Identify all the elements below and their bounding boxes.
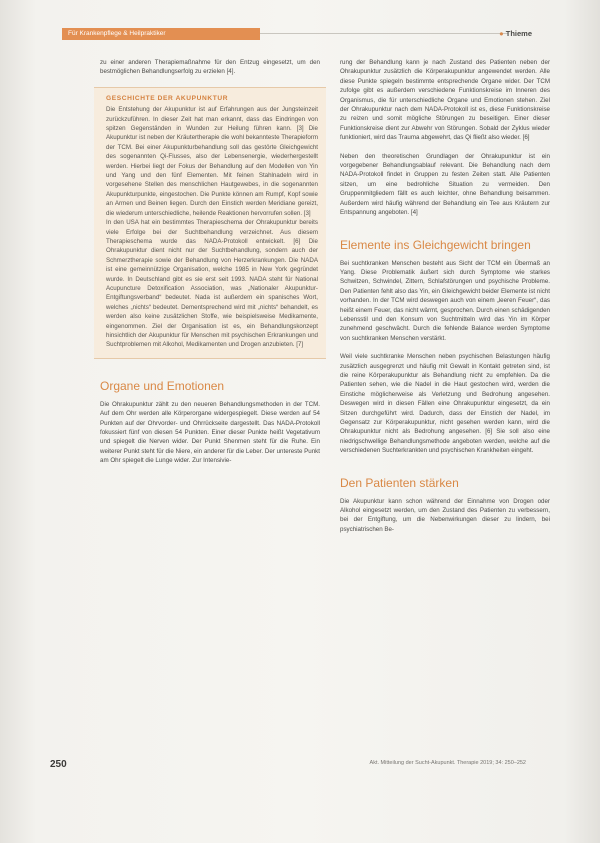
body-paragraph: Neben den theoretischen Grundlagen der Ohrakupunktur ist ein vorgegebener Behandlungsablauf relevant. Die Behandlung nach dem NADA-Protokoll findet in Gruppen zu festen Zeiten statt. Alle Patienten sitzen, um eine bedrohliche Situation zu vermeiden. Den Gruppenmitgliedern fällt es auch leichter, ohne Behandlung beisammen. Außerdem wird häufig während der Behandlung ein Tee aus Kräutern zur Entspannung angeboten. [4]	[340, 152, 550, 217]
header-divider	[260, 33, 508, 34]
infobox-title: GESCHICHTE DER AKUPUNKTUR	[106, 94, 229, 102]
intro-paragraph: zu einer anderen Therapiemaßnahme für den Entzug eingesetzt, um den bestmöglichen Behandlungserfolg zu erzielen [4].	[100, 59, 320, 76]
body-paragraph: Bei suchtkranken Menschen besteht aus Sicht der TCM ein Übermaß an Yang. Diese Problematik äußert sich durch Symptome wie starkes Schwitzen, Schwindel, Zittern, Schlafstörungen und psychische Probleme. Den Patienten fehlt also das Yin, ein Gleichgewicht beider Elemente ist nicht vorhanden. In der TCM wird deswegen auch von einem „leeren Feuer“, das heißt einem Feuer, das nicht wärmt, gesprochen. Durch einen schädigenden Lebensstil und den Konsum von Suchtmitteln wird das Yin im Körper zunehmend geschwächt. Durch die fehlende Balance werden Symptome von suchtkranken Menschen verstärkt.	[340, 259, 550, 342]
body-paragraph: Die Ohrakupunktur zählt zu den neueren Behandlungsmethoden in der TCM. Auf dem Ohr werden alle Körperorgane widergespiegelt. Diese werden auf 54 Punkten auf der Ohrvorder- und Ohrrückseite dargestellt. Das NADA-Protokoll fokussiert fünf von diesen 54 Punkten. Einer dieser Punkte heißt Vegetativum und spiegelt die Nerven wider. Der Punkt Shenmen steht für die Ruhe. Ein weiterer Punkt steht für die Niere, ein anderer für die Leber. Der untereste Punkt am Ohr spiegelt die Lunge wider. Zur Intensivie-	[100, 400, 320, 465]
infobox-paragraph: In den USA hat ein bestimmtes Therapieschema der Ohrakupunktur bereits viele Erfolge bei der Suchtbehandlung verzeichnet. Aus diesem Therapieschema wurde das NADA-Protokoll entwickelt. [6] Die Ohrakupunktur dient nicht nur der Suchtbehandlung, sondern auch der Schmerztherapie sowie der Behandlung von Herzerkrankungen. Die NADA ist eine gemeinnützige Organisation, welche 1985 in New York gegründet wurde. In Deutschland gibt es sie erst seit 1993. NADA steht für National Acupuncture Detoxification Association, was „Nationaler Akupunktur-Entgiftungsverband“ bedeutet. Nada ist außerdem ein spanisches Wort, welches „nichts“ bedeutet. Dementsprechend wird mit „nichts“ behandelt, es werden also keine zusätzlichen Stoffe, wie beispielsweise Medikamente, eingenommen. Ziel der Organisation ist es, ein Behandlungskonzept hinsichtlich der Akupunktur für Menschen mit psychischen Erkrankungen und Suchtproblemen mit Alkohol, Medikamenten und Drogen anzubieten. [7]	[106, 219, 318, 349]
section-heading: Den Patienten stärken	[340, 475, 459, 490]
infobox-paragraph: Die Entstehung der Akupunktur ist auf Erfahrungen aus der Jungsteinzeit zurückzuführen. In dieser Zeit hat man erkannt, dass das Eindringen von spitzen Gegenständen in Wunden zur Heilung führen kann. [3] Die Akupunktur ist neben der Kräutertherapie die wohl bekannteste Therapieform der TCM. Bei einer Akupunkturbehandlung soll das gestörte Gleichgewicht des sogenannten Qi-Flusses, also der Lebensenergie, wiederhergestellt werden. Hierbei liegt der Fokus der Behandlung auf den Modellen von Yin und Yang und den fünf Elementen. Mit feinen Stahlnadeln wird in vorgesehene Stellen des menschlichen Hautgewebes, in die sogenannten Akupunkturpunkte, eingestochen. Die Punkte können am Rumpf, Kopf sowie an Armen und Beinen liegen. Durch den Einstich werden Meridiane gereizt, die wiederum unterschiedliche, heilende Reaktionen hervorrufen sollen. [3]	[106, 106, 318, 217]
section-heading: Elemente ins Gleichgewicht bringen	[340, 237, 531, 252]
section-heading: Organe und Emotionen	[100, 378, 225, 393]
footer-citation: Akt. Mitteilung der Sucht-Akupunkt. Therapie 2019; 34: 250–252	[369, 760, 526, 766]
body-paragraph: rung der Behandlung kann je nach Zustand des Patienten neben der Ohrakupunktur zusätzlich die Körperakupunktur angewendet werden. Alle diese Punkte spiegeln bestimmte entsprechende Organe wider. Der TCM zufolge gibt es außerdem verschiedene Funktionskreise im Inneren des Organismus, die für unterschiedliche Organe und Emotionen stehen. Ziel der Ohrakupunktur nach dem NADA-Protokoll ist es, diese Funktionskreise zu reizen und somit mögliche Störungen zu beseitigen. Einer dieser Funktionskreise dient zur Abwehr von Störungen. Sobald der Zyklus wieder funktioniert, wird das Trauma abgewehrt, das Qi fließt also wieder. [6]	[340, 59, 550, 142]
right-column	[340, 58, 550, 534]
bullet-icon: ●	[499, 29, 504, 38]
section-label	[499, 29, 532, 38]
history-infobox	[94, 87, 326, 359]
category-header-bar: Für Krankenpflege & Heilpraktiker	[62, 28, 260, 40]
body-paragraph: Die Akupunktur kann schon während der Einnahme von Drogen oder Alkohol eingesetzt werden, um den Zustand des Patienten zu verbessern, bei der Entgiftung, um die Nebenwirkungen dieser zu lindern, bei psychiatrischen Be-	[340, 497, 550, 533]
body-paragraph: Weil viele suchtkranke Menschen neben psychischen Belastungen häufig zusätzlich ausgegrenzt und häufig mit Gewalt in Kontakt getreten sind, ist die reine Körperakupunktur als Behandlung nicht zu empfehlen. Da die Patienten sehen, wie die Nadel in die Haut gestochen wird, werden die Einstiche möglicherweise als Verletzung und Bedrohung angesehen. Deswegen wird in diesen Fällen eine Ohrakupunktur eingesetzt, da ein Sitzen durchgeführt wird. Dadurch, dass der Einstich der Nadel, im Gegensatz zur Körperakupunktur, nicht gesehen werden kann, wird die Ohrakupunktur nicht als Bedrohung angesehen. [6] Sie soll also eine niedrigschwellige Behandlungsmethode angeboten werden, welche auf die verschiedenen Suchterkrankten und psychischen Krankheiten eingeht.	[340, 353, 550, 455]
left-column	[100, 58, 320, 466]
section-label-text: Thieme	[505, 29, 532, 38]
page-number: 250	[50, 759, 67, 770]
